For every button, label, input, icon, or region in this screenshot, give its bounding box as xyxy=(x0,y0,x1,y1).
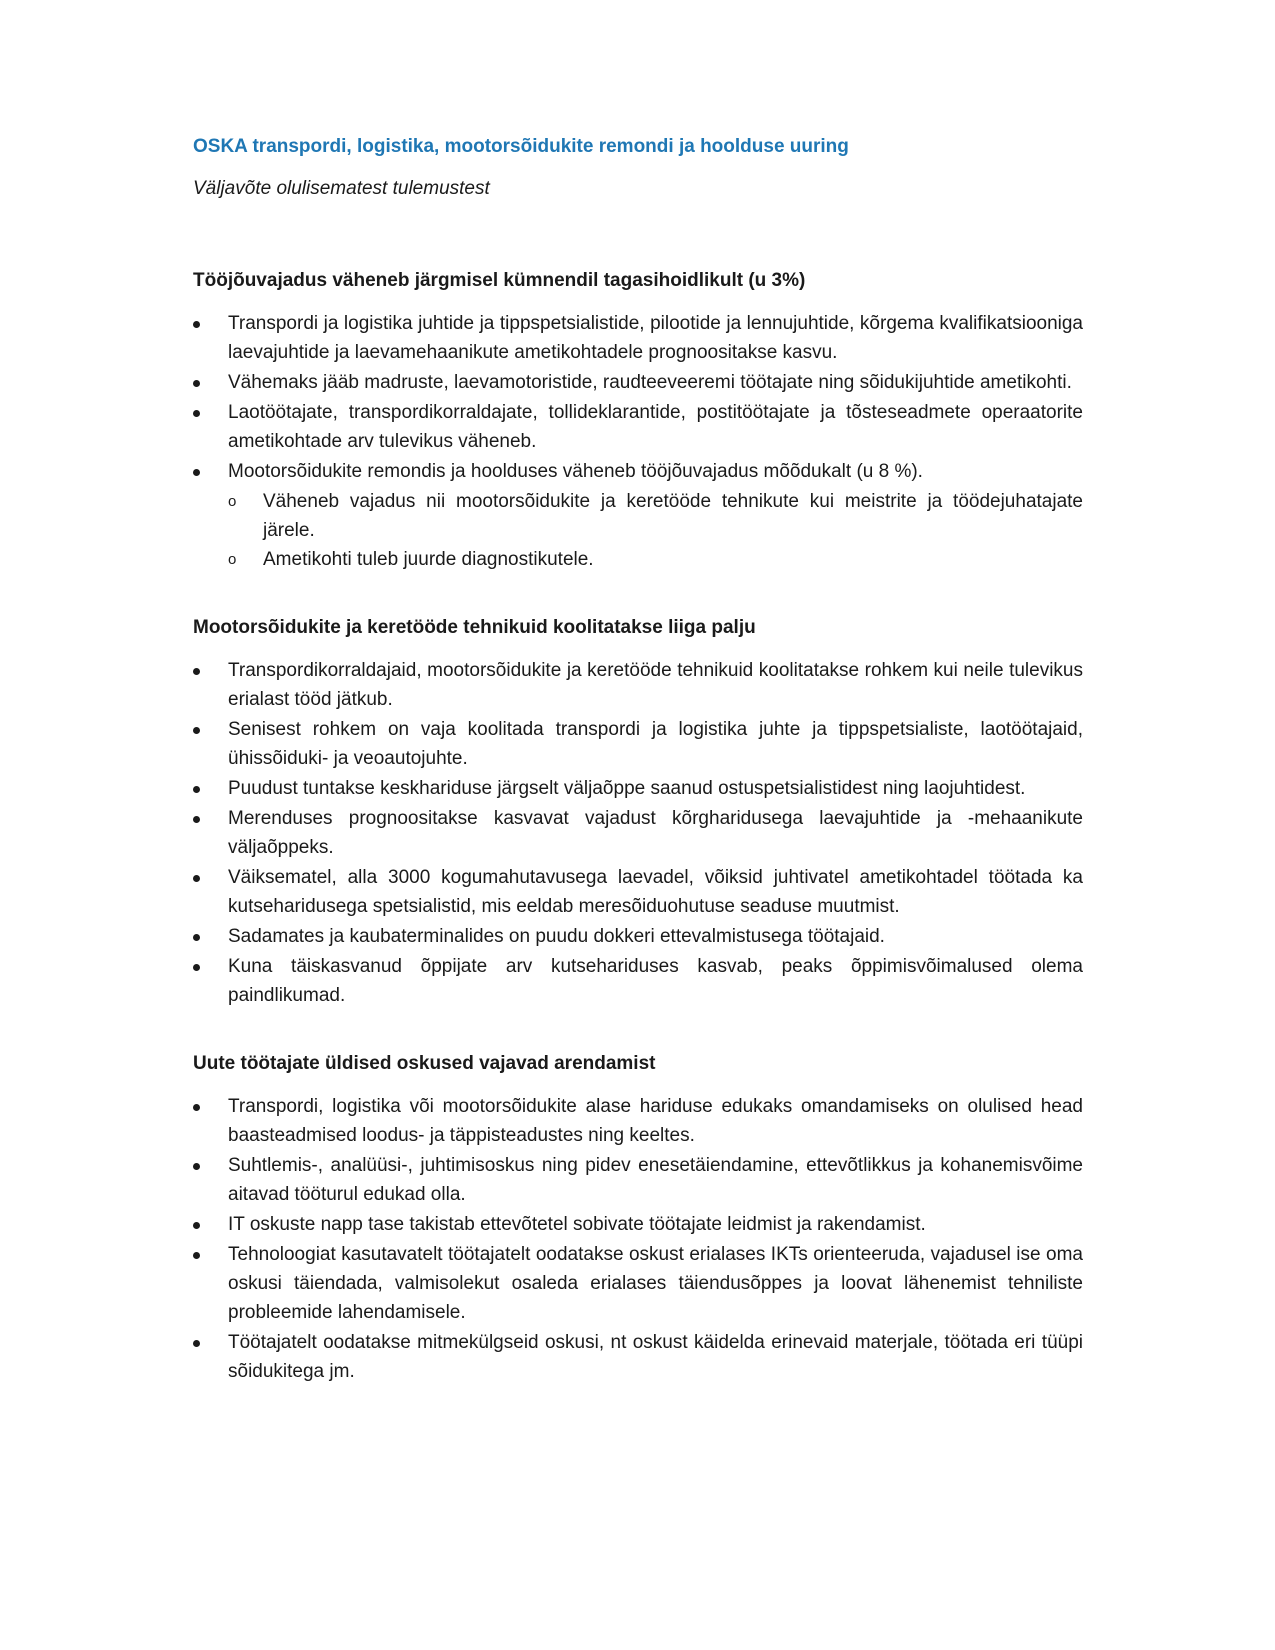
sub-list-item xyxy=(193,545,1083,574)
bullet-icon xyxy=(193,1222,200,1229)
bullet-icon xyxy=(193,410,200,417)
sub-list-item xyxy=(193,487,1083,545)
bullet-list xyxy=(193,1092,1083,1386)
list-item-text: Senisest rohkem on vaja koolitada transpordi ja logistika juhte ja tippspetsialiste, laotöötajaid, ühissõiduki- ja veoautojuhte. xyxy=(228,719,1083,769)
list-item xyxy=(193,863,1083,921)
bullet-icon xyxy=(193,668,200,675)
list-item-text: Töötajatelt oodatakse mitmekülgseid oskusi, nt oskust käidelda erinevaid materjale, töötada eri tüüpi sõidukitega jm. xyxy=(228,1332,1083,1382)
list-item-text: Suhtlemis-, analüüsi-, juhtimisoskus ning pidev enesetäiendamine, ettevõtlikkus ja kohanemisvõime aitavad tööturul edukad olla. xyxy=(228,1155,1083,1205)
bullet-icon xyxy=(193,816,200,823)
bullet-icon xyxy=(193,964,200,971)
list-item xyxy=(193,804,1083,862)
list-item xyxy=(193,457,1083,486)
list-item xyxy=(193,1240,1083,1327)
list-item-text: Kuna täiskasvanud õppijate arv kutsehariduses kasvab, peaks õppimisvõimalused olema paindlikumad. xyxy=(228,956,1083,1006)
list-item-text: Väiksematel, alla 3000 kogumahutavusega laevadel, võiksid juhtivatel ametikohtadel töötada ka kutseharidusega spetsialistid, mis eeldab meresõiduohutuse seaduse muutmist. xyxy=(228,867,1083,917)
bullet-icon xyxy=(193,934,200,941)
bullet-list xyxy=(193,656,1083,1010)
list-item-text: Transpordikorraldajaid, mootorsõidukite ja keretööde tehnikuid koolitatakse rohkem kui neile tulevikus erialast tööd jätkub. xyxy=(228,660,1083,710)
list-item xyxy=(193,1328,1083,1386)
list-item-text: IT oskuste napp tase takistab ettevõtetel sobivate töötajate leidmist ja rakendamist. xyxy=(228,1214,926,1235)
list-item-text: Tehnoloogiat kasutavatelt töötajatelt oodatakse oskust erialases IKTs orienteeruda, vajadusel ise oma oskusi täiendada, valmisolekut osaleda erialases täiendusõppes ja loovat lähenemist tehniliste probleemide lahendamisele. xyxy=(228,1244,1083,1323)
list-item xyxy=(193,922,1083,951)
list-item xyxy=(193,656,1083,714)
list-item xyxy=(193,715,1083,773)
document-title: OSKA transpordi, logistika, mootorsõidukite remondi ja hoolduse uuring xyxy=(193,136,849,157)
list-item xyxy=(193,1210,1083,1239)
list-item xyxy=(193,1092,1083,1150)
list-item-text: Puudust tuntakse keskhariduse järgselt väljaõppe saanud ostuspetsialistidest ning laojuhtidest. xyxy=(228,778,1026,799)
section-heading: Uute töötajate üldised oskused vajavad arendamist xyxy=(193,1053,656,1074)
section-skills xyxy=(193,1050,1083,1386)
list-item xyxy=(193,398,1083,456)
bullet-icon xyxy=(193,380,200,387)
sub-bullet-icon: o xyxy=(228,493,237,510)
list-item xyxy=(193,1151,1083,1209)
sub-bullet-icon: o xyxy=(228,551,237,568)
section-labor-demand xyxy=(193,267,1083,574)
bullet-icon xyxy=(193,1340,200,1347)
document-subtitle: Väljavõte olulisematest tulemustest xyxy=(193,178,490,199)
bullet-icon xyxy=(193,469,200,476)
section-heading: Mootorsõidukite ja keretööde tehnikuid koolitatakse liiga palju xyxy=(193,617,756,638)
bullet-icon xyxy=(193,1104,200,1111)
bullet-icon xyxy=(193,786,200,793)
list-item-text: Merenduses prognoositakse kasvavat vajadust kõrgharidusega laevajuhtide ja -mehaanikute väljaõppeks. xyxy=(228,808,1083,858)
bullet-icon xyxy=(193,727,200,734)
list-item-text: Transpordi ja logistika juhtide ja tippspetsialistide, pilootide ja lennujuhtide, kõrgema kvalifikatsiooniga laevajuhtide ja laevamehaanikute ametikohtadele prognoositakse kasvu. xyxy=(228,313,1083,363)
bullet-icon xyxy=(193,875,200,882)
sub-list-item-text: Väheneb vajadus nii mootorsõidukite ja keretööde tehnikute kui meistrite ja töödejuhatajate järele. xyxy=(263,491,1083,541)
list-item-text: Laotöötajate, transpordikorraldajate, tollideklarantide, postitöötajate ja tõsteseadmete operaatorite ametikohtade arv tulevikus väheneb. xyxy=(228,402,1083,452)
list-item xyxy=(193,952,1083,1010)
section-heading: Tööjõuvajadus väheneb järgmisel kümnendil tagasihoidlikult (u 3%) xyxy=(193,270,806,291)
list-item xyxy=(193,774,1083,803)
list-item-text: Mootorsõidukite remondis ja hoolduses väheneb tööjõuvajadus mõõdukalt (u 8 %). xyxy=(228,461,923,482)
list-item xyxy=(193,368,1083,397)
list-item-text: Vähemaks jääb madruste, laevamotoristide, raudteeveeremi töötajate ning sõidukijuhtide ametikohti. xyxy=(228,372,1072,393)
bullet-icon xyxy=(193,321,200,328)
bullet-icon xyxy=(193,1163,200,1170)
sub-bullet-list xyxy=(193,487,1083,574)
list-item-text: Transpordi, logistika või mootorsõidukite alase hariduse edukaks omandamiseks on olulised head baasteadmised loodus- ja täppisteadustes ning keeltes. xyxy=(228,1096,1083,1146)
list-item-text: Sadamates ja kaubaterminalides on puudu dokkeri ettevalmistusega töötajaid. xyxy=(228,926,885,947)
bullet-icon xyxy=(193,1252,200,1259)
section-training xyxy=(193,614,1083,1010)
bullet-list xyxy=(193,309,1083,486)
sub-list-item-text: Ametikohti tuleb juurde diagnostikutele. xyxy=(263,549,594,570)
document-content xyxy=(193,133,1083,1387)
list-item xyxy=(193,309,1083,367)
